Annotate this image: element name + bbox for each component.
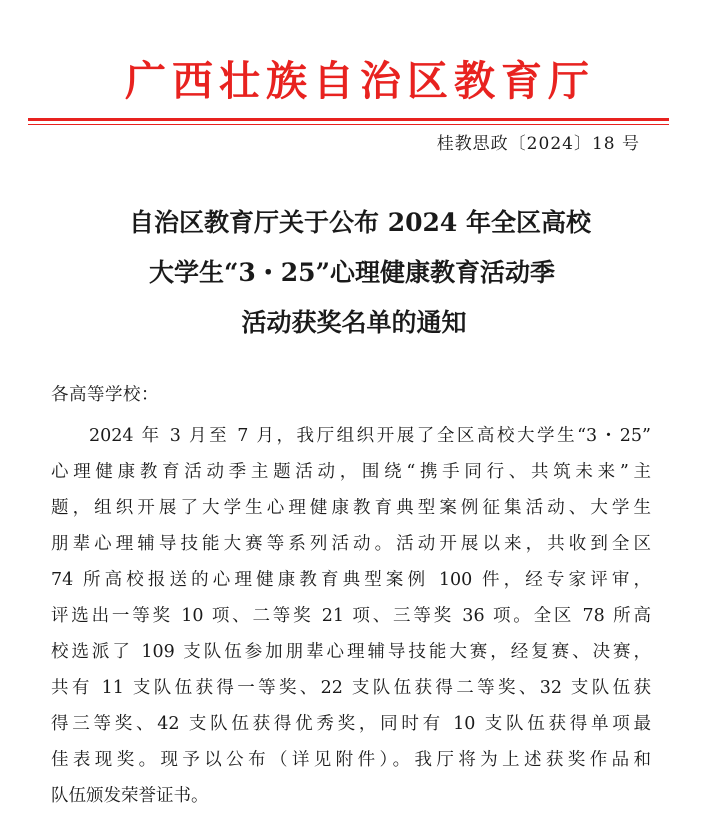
title-line: 大学生“3・25”心理健康教育活动季 <box>149 258 555 287</box>
body-line: 共有 11 支队伍获得一等奖、22 支队伍获得二等奖、32 支队伍获 <box>51 678 651 698</box>
body-line: 74 所高校报送的心理健康教育典型案例 100 件，经专家评审， <box>51 570 651 590</box>
body-line: 2024 年 3 月至 7 月，我厅组织开展了全区高校大学生“3・25” <box>89 426 651 446</box>
masthead-title: 广西壮族自治区教育厅 <box>125 57 595 105</box>
masthead-rule-thin <box>28 124 669 125</box>
title-line: 活动获奖名单的通知 <box>241 308 467 337</box>
title-line: 自治区教育厅关于公布 2024 年全区高校 <box>129 208 591 237</box>
body-line: 得三等奖、42 支队伍获得优秀奖，同时有 10 支队伍获得单项最 <box>51 714 651 734</box>
salutation: 各高等学校： <box>51 385 159 405</box>
body-line: 校选派了 109 支队伍参加朋辈心理辅导技能大赛，经复赛、决赛， <box>51 642 651 662</box>
body-line: 朋辈心理辅导技能大赛等系列活动。活动开展以来，共收到全区 <box>51 534 651 554</box>
document-number: 桂教思政〔2024〕18 号 <box>436 134 640 154</box>
body-line: 评选出一等奖 10 项、二等奖 21 项、三等奖 36 项。全区 78 所高 <box>51 606 651 626</box>
body-line: 佳表现奖。现予以公布（详见附件）。我厅将为上述获奖作品和 <box>51 750 651 770</box>
body-line: 心理健康教育活动季主题活动，围绕“携手同行、共筑未来”主 <box>51 462 651 482</box>
document-title <box>0 198 720 348</box>
body-line: 队伍颁发荣誉证书。 <box>51 786 209 806</box>
body-line: 题，组织开展了大学生心理健康教育典型案例征集活动、大学生 <box>51 498 651 518</box>
masthead-rule-thick <box>28 118 669 121</box>
body-paragraph <box>51 418 651 814</box>
